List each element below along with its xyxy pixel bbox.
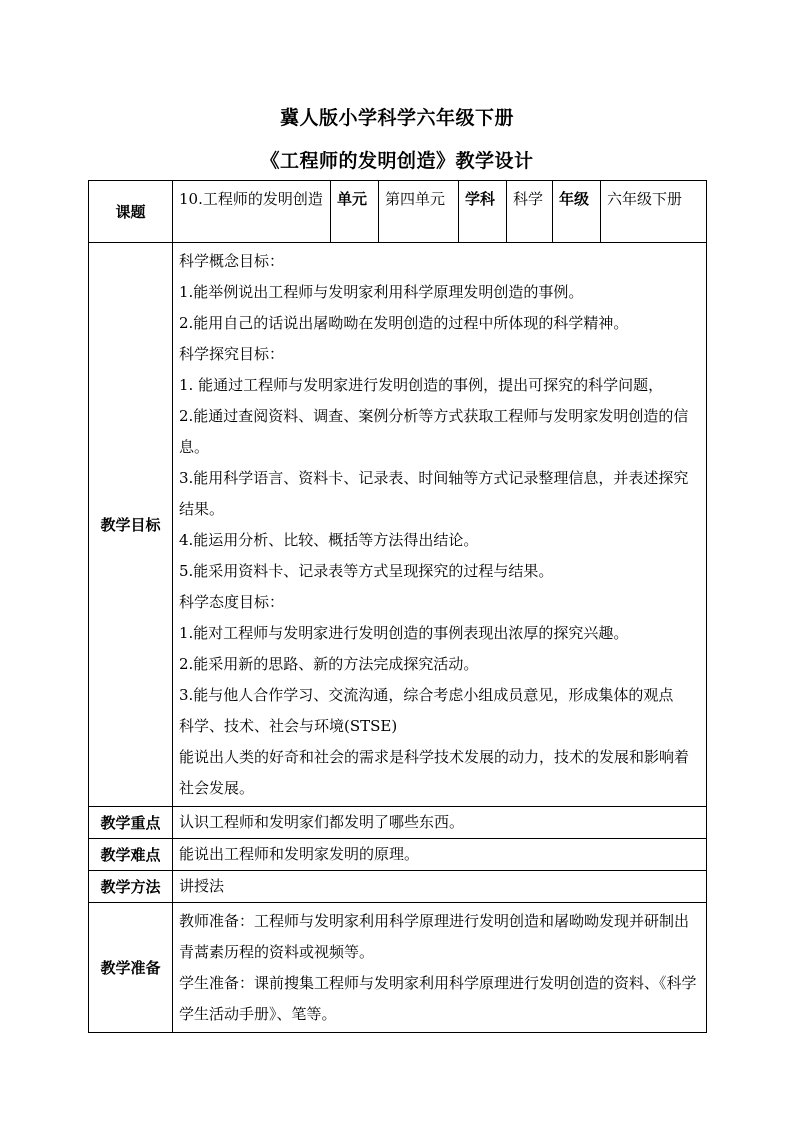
objective-line: 3.能与他人合作学习、交流沟通，综合考虑小组成员意见，形成集体的观点 [179, 686, 674, 704]
difficulties-row [89, 839, 707, 871]
difficulties-label: 教学难点 [89, 839, 173, 871]
objective-line: 2.能采用新的思路、新的方法完成探究活动。 [179, 655, 479, 673]
methods-text: 讲授法 [173, 871, 707, 903]
objectives-content [173, 243, 707, 807]
objective-line: 3.能用科学语言、资料卡、记录表、时间轴等方式记录整理信息，并表述探究结果。 [179, 469, 689, 518]
teacher-preparation: 教师准备：工程师与发明家利用科学原理进行发明创造和屠呦呦发现并研制出青蒿素历程的资料或视频等。 [179, 912, 690, 961]
topic-label: 课题 [89, 181, 173, 243]
unit-value: 第四单元 [379, 181, 459, 243]
grade-label: 年级 [553, 181, 601, 243]
lesson-plan-table [88, 180, 707, 1033]
objective-line: 1.能对工程师与发明家进行发明创造的事例表现出浓厚的探究兴趣。 [179, 624, 629, 642]
objective-line: 4.能运用分析、比较、概括等方法得出结论。 [179, 531, 479, 549]
header-row [89, 181, 707, 243]
objective-line: 1. 能通过工程师与发明家进行发明创造的事例，提出可探究的科学问题， [179, 376, 664, 394]
subject-label: 学科 [459, 181, 507, 243]
objective-line: 5.能采用资料卡、记录表等方式呈现探究的过程与结果。 [179, 562, 554, 580]
objective-line: 科学探究目标： [179, 345, 285, 363]
objectives-row [89, 243, 707, 807]
objective-line: 1.能举例说出工程师与发明家利用科学原理发明创造的事例。 [179, 283, 584, 301]
key-points-label: 教学重点 [89, 807, 173, 839]
objective-line: 2.能通过查阅资料、调查、案例分析等方式获取工程师与发明家发明创造的信息。 [179, 407, 689, 456]
unit-label: 单元 [331, 181, 379, 243]
objectives-label: 教学目标 [89, 243, 173, 807]
preparation-row [89, 903, 707, 1033]
preparation-content [173, 903, 707, 1033]
methods-row [89, 871, 707, 903]
subject-value: 科学 [507, 181, 553, 243]
methods-label: 教学方法 [89, 871, 173, 903]
preparation-label: 教学准备 [89, 903, 173, 1033]
key-points-row [89, 807, 707, 839]
objective-line: 科学概念目标： [179, 252, 285, 270]
objective-line: 能说出人类的好奇和社会的需求是科学技术发展的动力，技术的发展和影响着社会发展。 [179, 748, 690, 797]
grade-value: 六年级下册 [601, 181, 707, 243]
document-subtitle: 《工程师的发明创造》教学设计 [260, 150, 534, 172]
document-title: 冀人版小学科学六年级下册 [279, 107, 514, 129]
objective-line: 科学态度目标： [179, 593, 285, 611]
difficulties-text: 能说出工程师和发明家发明的原理。 [173, 839, 707, 871]
objective-line: 科学、技术、社会与环境(STSE) [179, 717, 398, 735]
key-points-text: 认识工程师和发明家们都发明了哪些东西。 [173, 807, 707, 839]
topic-value: 10.工程师的发明创造 [173, 181, 331, 243]
student-preparation: 学生准备：课前搜集工程师与发明家利用科学原理进行发明创造的资料、《科学学生活动手册》、笔等。 [179, 974, 697, 1023]
objective-line: 2.能用自己的话说出屠呦呦在发明创造的过程中所体现的科学精神。 [179, 314, 629, 332]
